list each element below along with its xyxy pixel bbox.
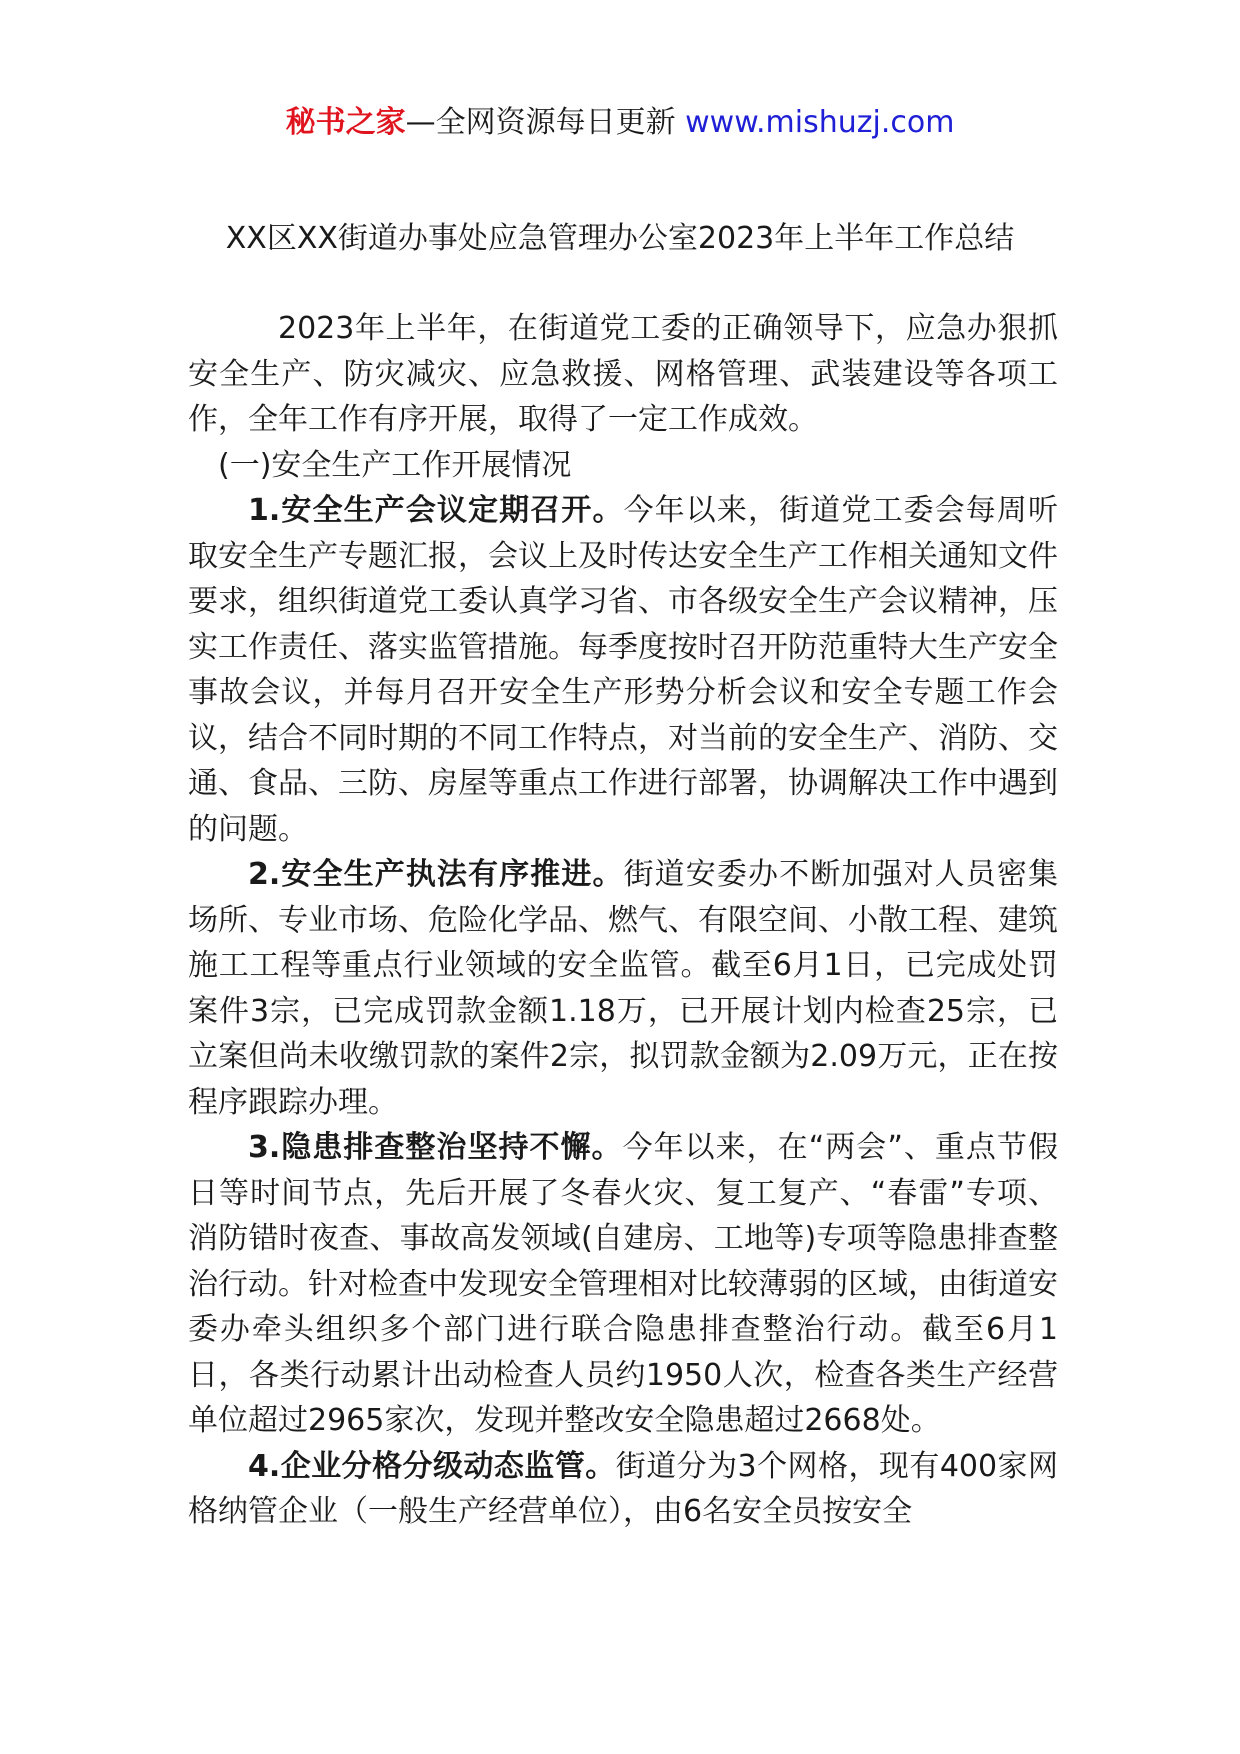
site-header [0,100,1240,146]
intro-paragraph: 2023年上半年，在街道党工委的正确领导下，应急办狠抓安全生产、防灾减灾、应急救援、网格管理、武装建设等各项工作，全年工作有序开展，取得了一定工作成效。 [188,311,1058,437]
item-lead: 4.企业分格分级动态监管。 [248,1448,616,1484]
item-lead: 1.安全生产会议定期召开。 [248,493,624,528]
item-text: 街道安委办不断加强对人员密集场所、专业市场、危险化学品、燃气、有限空间、小散工程、建筑施工工程等重点行业领域的安全监管。截至6月1日，已完成处罚案件3宗，已完成罚款金额1.18万，已开展计划内检查25宗，已立案但尚未收缴罚款的案件2宗，拟罚款金额为2.09万元，正在按程序跟踪办理。 [188,857,1058,1120]
item-lead: 3.隐患排查整治坚持不懈。 [248,1130,623,1165]
brand-name: 秘书之家 [285,105,406,140]
item-paragraph [188,1125,1058,1444]
site-url-link[interactable]: www.mishuzj.com [685,105,955,140]
item-paragraph [188,1444,1058,1535]
document-body [188,306,1058,1535]
item-text: 今年以来，在“两会”、重点节假日等时间节点，先后开展了冬春火灾、复工复产、“春雷”专项、消防错时夜查、事故高发领域(自建房、工地等)专项等隐患排查整治行动。针对检查中发现安全管理相对比较薄弱的区域，由街道安委办牵头组织多个部门进行联合隐患排查整治行动。截至6月1日，各类行动累计出动检查人员约1950人次，检查各类生产经营单位超过2965家次，发现并整改安全隐患超过2668处。 [188,1130,1058,1438]
item-lead: 2.安全生产执法有序推进。 [248,857,624,892]
item-paragraph [188,488,1058,852]
item-text: 今年以来，街道党工委会每周听取安全生产专题汇报，会议上及时传达安全生产工作相关通知文件要求，组织街道党工委认真学习省、市各级安全生产会议精神，压实工作责任、落实监管措施。每季度按时召开防范重特大生产安全事故会议，并每月召开安全生产形势分析会议和安全专题工作会议，结合不同时期的不同工作特点，对当前的安全生产、消防、交通、食品、三防、房屋等重点工作进行部署，协调解决工作中遇到的问题。 [188,493,1058,847]
document-title: XX区XX街道办事处应急管理办公室2023年上半年工作总结 [225,221,1015,256]
item-text: 街道分为3个网格，现有400家网格纳管企业（一般生产经营单位），由6名安全员按安全 [188,1448,1058,1529]
item-paragraph [188,852,1058,1125]
section-heading: (一)安全生产工作开展情况 [218,447,572,483]
site-tagline: —全网资源每日更新 [405,105,676,140]
